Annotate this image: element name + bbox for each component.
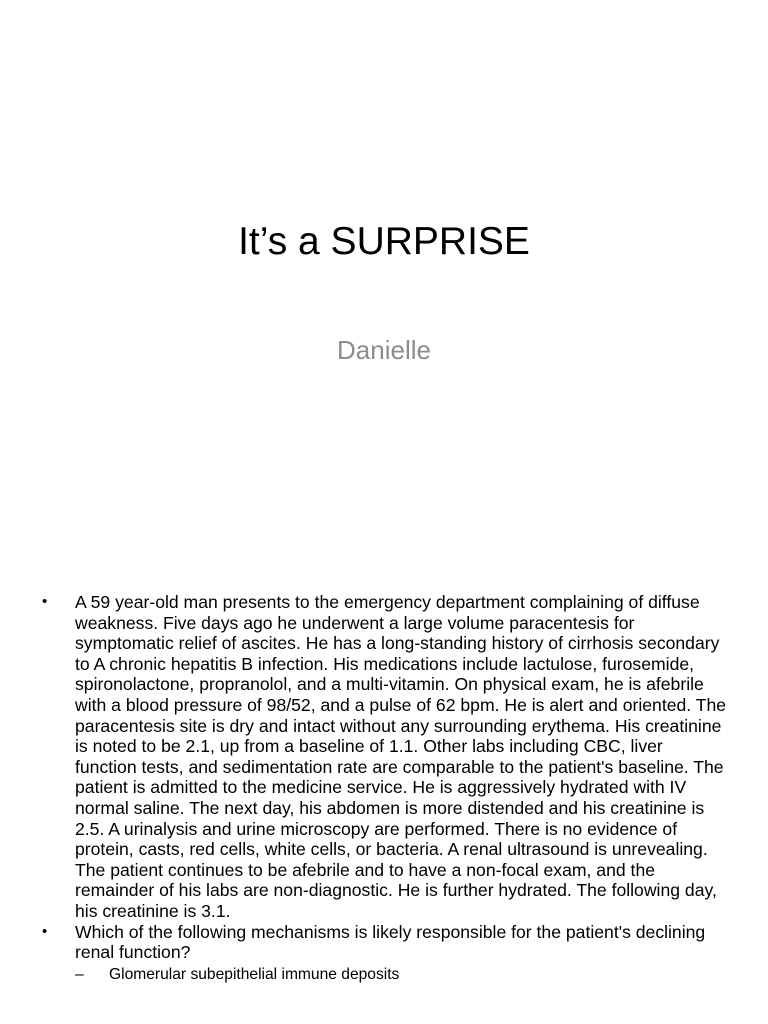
answer-option-text: Glomerular subepithelial immune deposits — [109, 965, 400, 983]
bullet-marker: • — [42, 922, 48, 940]
answer-option — [75, 965, 728, 985]
bullet-marker: • — [42, 593, 48, 610]
sub-bullet-marker: – — [75, 965, 84, 983]
slide-subtitle: Danielle — [337, 335, 431, 365]
content-slide — [0, 560, 768, 1024]
bullet-question — [38, 922, 728, 985]
case-description-text: A 59 year-old man presents to the emergency department complaining of diffuse weakness. Five days ago he underwent a large volume paracentesis for symptomatic relief of ascites. He has a long-standing history of cirrhosis secondary to A chronic hepatitis B infection. His medications include lactulose, furosemide, spironolactone, propranolol, and a multi-vitamin. On physical exam, he is afebrile with a blood pressure of 98/52, and a pulse of 62 bpm. He is alert and oriented. The paracentesis site is dry and intact without any surrounding erythema. His creatinine is noted to be 2.1, up from a baseline of 1.1. Other labs including CBC, liver function tests, and sedimentation rate are comparable to the patient's baseline. The patient is admitted to the medicine service. He is aggressively hydrated with IV normal saline. The next day, his abdomen is more distended and his creatinine is 2.5. A urinalysis and urine microscopy are performed. There is no evidence of protein, casts, red cells, white cells, or bacteria. A renal ultrasound is unrevealing. The patient continues to be afebrile and to have a non-focal exam, and the remainder of his labs are non-diagnostic. He is further hydrated. The following day, his creatinine is 3.1. — [75, 592, 727, 921]
question-text: Which of the following mechanisms is likely responsible for the patient's declining renal function? — [75, 921, 706, 963]
bullet-case-description — [38, 592, 728, 922]
answer-options — [75, 965, 728, 985]
slide-title: It’s a SURPRISE — [238, 220, 530, 263]
bullet-list — [38, 592, 728, 985]
